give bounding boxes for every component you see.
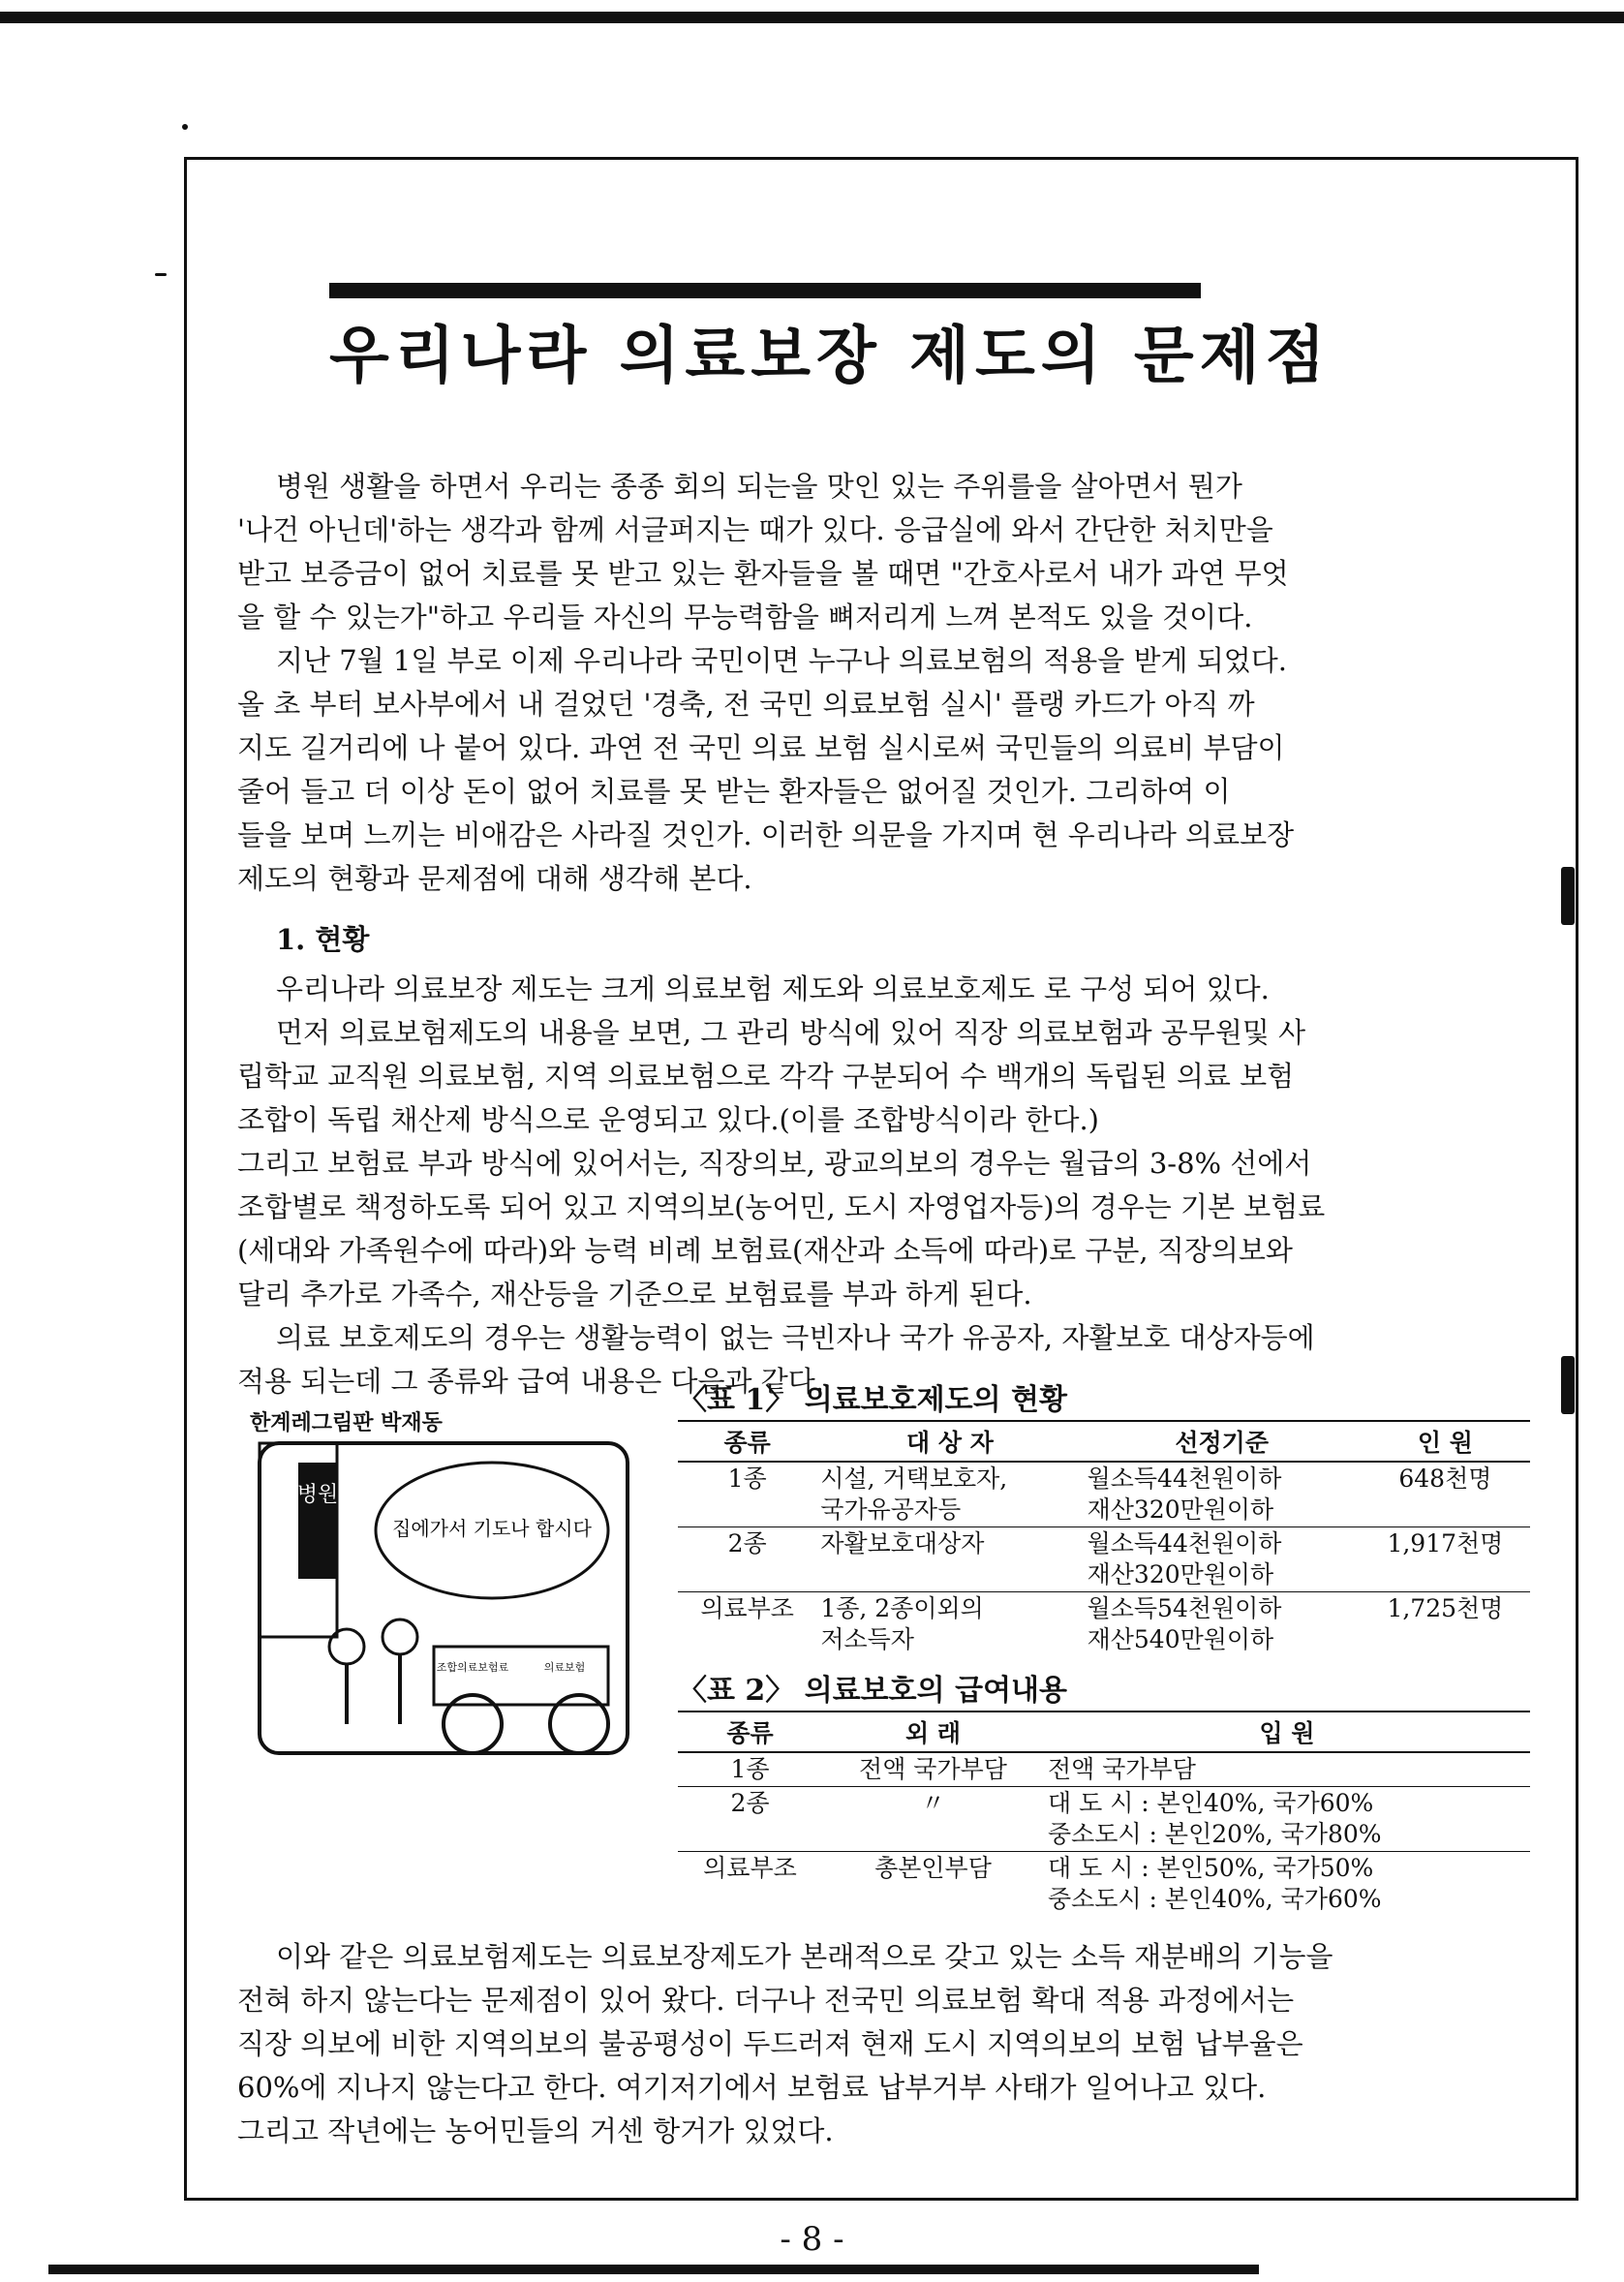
table-row: [678, 1752, 1530, 1787]
table-cell: 대 도 시 : 본인50%, 국가50% 중소도시 : 본인40%, 국가60%: [1048, 1854, 1382, 1913]
section-current-status: [237, 918, 1516, 1403]
text-line: 이와 같은 의료보험제도는 의료보장제도가 본래적으로 갖고 있는 소득 재분배의 기능을: [276, 1940, 1333, 1973]
scan-dash: [155, 273, 167, 276]
table-cell: 1,917천명: [1361, 1527, 1530, 1592]
tables-block: [678, 1375, 1530, 1926]
margin-mark: [1561, 1356, 1575, 1414]
table-cell: 월소득44천원이하 재산320만원이하: [1084, 1462, 1361, 1527]
speech-text: 집에가서 기도나 합시다: [392, 1517, 592, 1540]
text-line: 먼저 의료보험제도의 내용을 보면, 그 관리 방식에 있어 직장 의료보험과 공무원및 사: [276, 1016, 1306, 1049]
text-line: 받고 보증금이 없어 치료를 못 받고 있는 환자들을 볼 때면 "간호사로서 내가 과연 무엇: [237, 557, 1289, 590]
text-line: 조합이 독립 채산제 방식으로 운영되고 있다.(이를 조합방식이라 한다.): [237, 1103, 1099, 1136]
top-rule: [0, 12, 1624, 23]
table-cell: 1종, 2종이외의 저소득자: [820, 1594, 984, 1653]
table-row: [678, 1462, 1530, 1527]
table-row: [678, 1592, 1530, 1657]
hospital-sign-text: 병원: [296, 1483, 339, 1507]
text-line: 60%에 지나지 않는다고 한다. 여기저기에서 보험료 납부거부 사태가 일어나고 있다.: [237, 2071, 1267, 2104]
cartoon-illustration: [240, 1404, 647, 1773]
text-line: 그리고 작년에는 농어민들의 거센 항거가 있었다.: [237, 2114, 834, 2147]
table-cell: 648천명: [1361, 1462, 1530, 1527]
text-line: 줄어 들고 더 이상 돈이 없어 치료를 못 받는 환자들은 없어질 것인가. 그리하여 이: [237, 775, 1231, 808]
scan-dot: [182, 124, 188, 130]
table-header: 인 원: [1361, 1421, 1530, 1462]
table-header: 입 원: [1044, 1712, 1530, 1752]
table-row: [678, 1852, 1530, 1917]
table-header: 종류: [678, 1712, 822, 1752]
table2: [678, 1711, 1530, 1916]
hospital-sign: [298, 1463, 337, 1579]
table1-caption: 〈표 1〉 의료보호제도의 현황: [678, 1383, 1068, 1417]
table-header: 외 래: [822, 1712, 1044, 1752]
text-line: 올 초 부터 보사부에서 내 걸었던 '경축, 전 국민 의료보험 실시' 플랭 카드가 아직 까: [237, 688, 1255, 721]
table-cell: 전액 국가부담: [822, 1752, 1044, 1787]
text-line: 직장 의보에 비한 지역의보의 불공평성이 두드러져 현재 도시 지역의보의 보험 납부율은: [237, 2027, 1303, 2060]
table-cell: 1종: [678, 1752, 822, 1787]
table-cell: 의료부조: [700, 1594, 794, 1622]
text-line: 그리고 보험료 부과 방식에 있어서는, 직장의보, 광교의보의 경우는 월급의 3-8% 선에서: [237, 1147, 1312, 1180]
cart-sign: 의료보험: [543, 1661, 586, 1674]
table-cell: 시설, 거택보호자, 국가유공자등: [816, 1462, 1083, 1527]
text-line: '나건 아닌데'하는 생각과 함께 서글퍼지는 때가 있다. 응급실에 와서 간단한 처치만을: [237, 513, 1273, 546]
table-cell: 1종: [678, 1462, 816, 1527]
text-line: 지난 7월 1일 부로 이제 우리나라 국민이면 누구나 의료보험의 적용을 받게 되었다.: [276, 644, 1287, 677]
section-heading: 1. 현황: [276, 923, 370, 956]
text-line: (세대와 가족원수에 따라)와 능력 비례 보험료(재산과 소득에 따라)로 구분, 직장의보와: [237, 1234, 1293, 1267]
closing-paragraph: [237, 1935, 1516, 2153]
text-line: 들을 보며 느끼는 비애감은 사라질 것인가. 이러한 의문을 가지며 현 우리나라 의료보장: [237, 818, 1295, 851]
table-cell: 2종: [678, 1527, 816, 1592]
table-cell: 전액 국가부담: [1044, 1752, 1530, 1787]
table-cell: 의료부조: [703, 1854, 797, 1882]
table-header: 대 상 자: [816, 1421, 1083, 1462]
table-cell: 〃: [822, 1787, 1044, 1852]
cart-sign: 조합의료보험료: [436, 1661, 509, 1674]
cartoon-title: 한계레그림판 박재동: [250, 1410, 443, 1435]
bottom-rule: [48, 2265, 1259, 2274]
table-cell: 총본인부담: [874, 1854, 992, 1882]
text-line: 적용 되는데 그 종류와 급여 내용은 다음과 같다.: [237, 1365, 825, 1398]
text-line: 전혀 하지 않는다는 문제점이 있어 왔다. 더구나 전국민 의료보험 확대 적용 과정에서는: [237, 1984, 1295, 2017]
table-cell: 대 도 시 : 본인40%, 국가60% 중소도시 : 본인20%, 국가80%: [1044, 1787, 1530, 1852]
table-header: 선정기준: [1084, 1421, 1361, 1462]
table-row: [678, 1787, 1530, 1852]
text-line: 립학교 교직원 의료보험, 지역 의료보험으로 각각 구분되어 수 백개의 독립된 의료 보험: [237, 1060, 1295, 1093]
intro-paragraph: [237, 465, 1516, 901]
text-line: 우리나라 의료보장 제도는 크게 의료보험 제도와 의료보호제도 로 구성 되어 있다.: [276, 972, 1270, 1005]
text-line: 병원 생활을 하면서 우리는 종종 회의 되는을 맛인 있는 주위를을 살아면서 뭔가: [276, 470, 1242, 503]
margin-mark: [1561, 867, 1575, 925]
text-line: 지도 길거리에 나 붙어 있다. 과연 전 국민 의료 보험 실시로써 국민들의 의료비 부담이: [237, 731, 1285, 764]
page-number: - 8 -: [780, 2220, 844, 2259]
text-line: 의료 보호제도의 경우는 생활능력이 없는 극빈자나 국가 유공자, 자활보호 대상자등에: [276, 1321, 1315, 1354]
text-line: 제도의 현황과 문제점에 대해 생각해 본다.: [237, 862, 752, 895]
table-cell: 2종: [678, 1787, 822, 1852]
table-row: [678, 1527, 1530, 1592]
table-cell: 월소득44천원이하 재산320만원이하: [1084, 1527, 1361, 1592]
text-line: 달리 추가로 가족수, 재산등을 기준으로 보험료를 부과 하게 된다.: [237, 1278, 1032, 1311]
page-title: 우리나라 의료보장 제도의 문제점: [329, 320, 1332, 392]
text-line: 을 할 수 있는가"하고 우리들 자신의 무능력함을 뼈저리게 느껴 본적도 있을 것이다.: [237, 601, 1253, 633]
table-cell: 월소득54천원이하 재산540만원이하: [1087, 1594, 1282, 1653]
table2-caption: 〈표 2〉 의료보호의 급여내용: [678, 1674, 1068, 1708]
title-rule: [329, 283, 1201, 298]
table-cell: 자활보호대상자: [816, 1527, 1083, 1592]
table1: [678, 1420, 1530, 1656]
table-header: 종류: [678, 1421, 816, 1462]
table-cell: 1,725천명: [1387, 1594, 1504, 1622]
text-line: 조합별로 책정하도록 되어 있고 지역의보(농어민, 도시 자영업자등)의 경우는 기본 보험료: [237, 1190, 1326, 1223]
